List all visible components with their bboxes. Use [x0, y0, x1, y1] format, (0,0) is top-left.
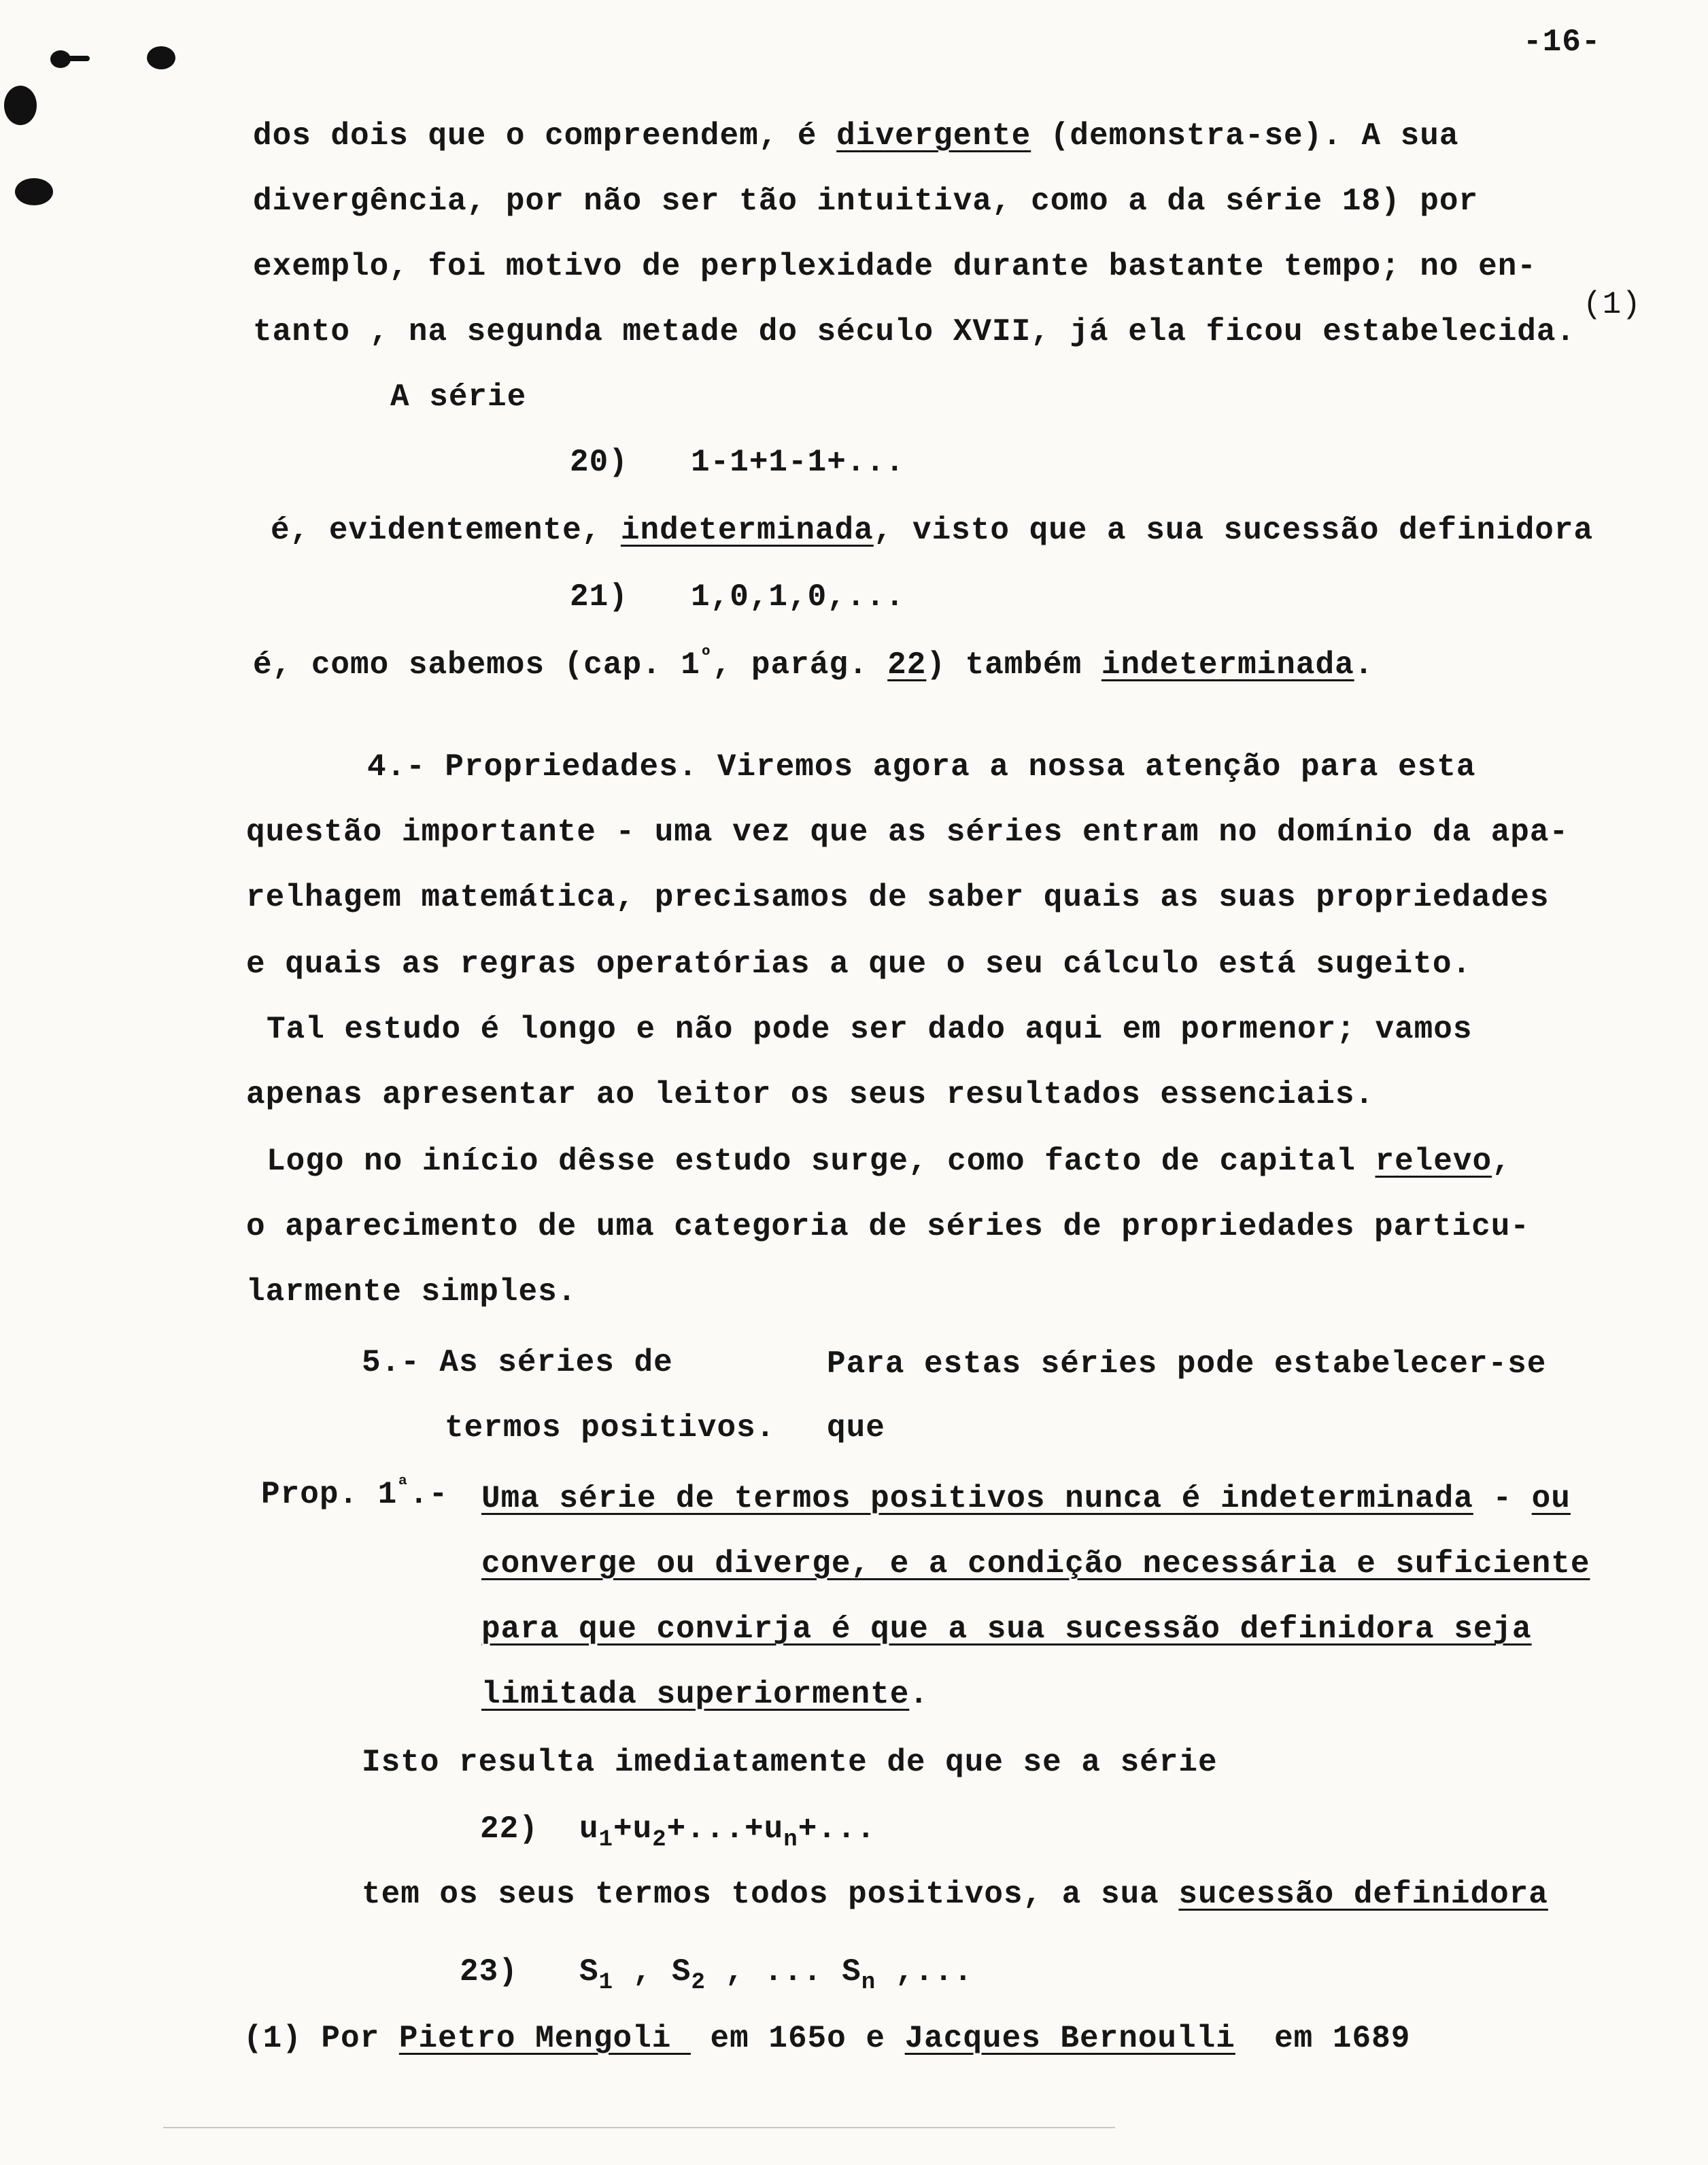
section-paragraph-line: questão importante - uma vez que as séries entram no domínio da apa- [246, 815, 1569, 850]
proposition-text: converge ou diverge, e a condição necessária e suficiente [481, 1546, 1590, 1582]
text-line: A série [390, 379, 527, 415]
section-paragraph-line: Logo no início dêsse estudo surge, como facto de capital relevo, [267, 1144, 1511, 1179]
section-paragraph-line: Tal estudo é longo e não pode ser dado aqui em pormenor; vamos [267, 1012, 1473, 1047]
equation: $S_1$ , $S_2$ , ... $S_n$ ,... [579, 1954, 974, 1996]
text-line: divergência, por não ser tão intuitiva, como a da série 18) por [253, 184, 1479, 219]
text-line: exemplo, foi motivo de perplexidade durante bastante tempo; no en- [253, 249, 1537, 284]
equation-number: 22) [480, 1811, 539, 1847]
proposition-text: limitada superiormente. [481, 1677, 929, 1712]
proposition-text: Uma série de termos positivos nunca é indeterminada - ou [481, 1481, 1571, 1516]
section-paragraph-line: relhagem matemática, precisamos de saber quais as suas propriedades [246, 880, 1550, 915]
section-paragraph-line: e quais as regras operatórias a que o seu cálculo está sugeito. [246, 947, 1472, 982]
footnote-reference: (1) [1583, 287, 1641, 322]
section-paragraph-line: larmente simples. [246, 1274, 577, 1310]
footnote: (1) Por Pietro Mengoli em 165o e Jacques Bernoulli em 1689 [243, 2021, 1411, 2056]
section-paragraph-line: o aparecimento de uma categoria de séries de propriedades particu- [246, 1209, 1530, 1244]
ink-mark [15, 178, 53, 205]
section-paragraph-line: 4.- Propriedades. Viremos agora a nossa atenção para esta [367, 749, 1476, 785]
section-paragraph-line: apenas apresentar ao leitor os seus resultados essenciais. [246, 1077, 1375, 1112]
proposition-label: Prop. $1^ª.-$ [261, 1476, 449, 1512]
text-line: Isto resulta imediatamente de que se a série [362, 1745, 1218, 1780]
text-line: é, evidentemente, indeterminada, visto que a sua sucessão definidora [271, 513, 1594, 548]
bottom-rule [163, 2127, 1115, 2128]
text-line: Para estas séries pode estabelecer-se [827, 1346, 1547, 1382]
text-line: dos dois que o compreendem, é divergente (demonstra-se). A sua [253, 118, 1459, 154]
section-title: 5.- As séries de [362, 1345, 673, 1380]
equation: 1-1+1-1+... [691, 445, 905, 480]
text-line: é, como sabemos (cap. $1^º$, parág. 22) também indeterminada. [253, 646, 1374, 683]
page-number: -16- [1523, 24, 1601, 60]
equation-number: 23) [460, 1954, 518, 1990]
equation-number: 20) [570, 445, 628, 480]
equation-number: 21) [570, 579, 628, 615]
ink-mark [147, 46, 175, 69]
equation: 1,0,1,0,... [691, 579, 905, 615]
text-line: tem os seus termos todos positivos, a sua sucessão definidora [362, 1877, 1548, 1912]
ink-mark [4, 86, 37, 125]
proposition-text: para que convirja é que a sua sucessão definidora seja [481, 1612, 1532, 1647]
section-title: termos positivos. [445, 1410, 776, 1446]
ink-mark [68, 56, 90, 61]
equation: $u_1+u_2+...+u_n+$... [579, 1811, 876, 1853]
text-line: tanto , na segunda metade do século XVII, já ela ficou estabelecida. [253, 314, 1576, 350]
text-line: que [827, 1410, 885, 1446]
